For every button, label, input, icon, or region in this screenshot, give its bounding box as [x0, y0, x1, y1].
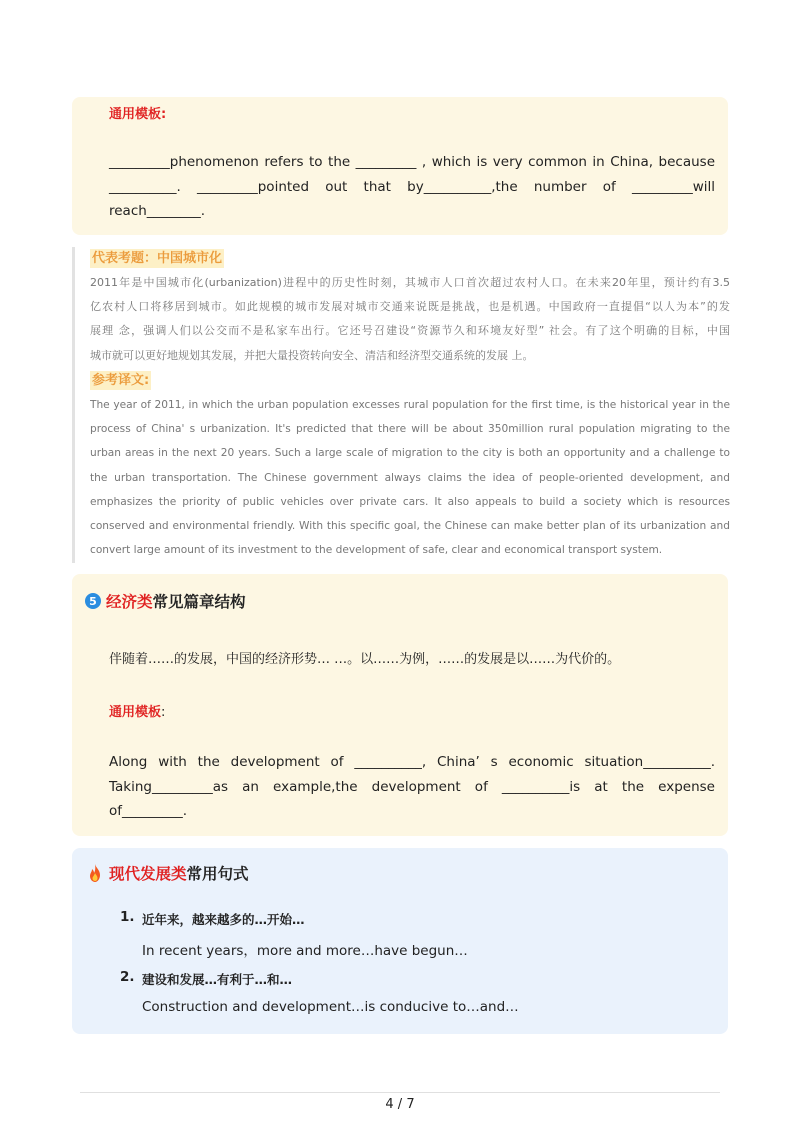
economy-section: [72, 574, 728, 836]
template-label: 通用模板: [109, 705, 162, 720]
english-translation: [90, 393, 730, 562]
heading-red: 经济类: [106, 593, 153, 611]
passage-line: 2011年是中国城市化(urbanization)进程中的历史性时刻，其城市人口首次超过农村人口。在未来20年里，预计约有3.5: [90, 276, 730, 289]
list-number: 2.: [120, 969, 135, 985]
template-label-row: [109, 701, 165, 720]
list-item-en: In recent years，more and more…have begun…: [142, 943, 468, 959]
structure-text: 伴随着……的发展，中国的经济形势… …。以……为例，……的发展是以……为代价的。: [109, 652, 621, 667]
template-line: __________. _________pointed out that by__________,the number of _________will: [109, 178, 715, 195]
heading-rest: 常见篇章结构: [152, 593, 246, 611]
list-item-cn: 近年来，越来越多的…开始…: [142, 912, 305, 927]
template-text: [109, 150, 715, 224]
heading-red: 现代发展类: [109, 865, 187, 883]
template-text: [109, 750, 715, 824]
template-label: 通用模板:: [109, 107, 167, 122]
passage-line: 亿农村人口将移居到城市。如此规模的城市发展对城市交通来说既是挑战，也是机遇。中国政府一直提倡“以人为本”的发: [90, 300, 730, 314]
list-item-en: Construction and development…is conducive to…and…: [142, 999, 519, 1015]
translation-line: the urban transportation. The Chinese government always claims the idea of people-oriented development, and: [90, 471, 730, 484]
translation-line: process of China' s urbanization. It's predicted that there will be about 350million rural population migrating to the: [90, 423, 730, 436]
chinese-passage: [90, 271, 730, 368]
footer-divider: [80, 1092, 720, 1093]
template-line: _________phenomenon refers to the _________ , which is very common in China, because: [109, 154, 715, 170]
translation-line: The year of 2011, in which the urban population excesses rural population for the first time, is the historical year in the: [90, 399, 730, 411]
translation-line: urban areas in the next 20 years. Such a large scale of migration to the city is both an opportunity and a challenge to: [90, 447, 730, 460]
translation-tag: 参考译文:: [92, 373, 150, 388]
template-line: reach________.: [109, 203, 206, 219]
template-line: Along with the development of __________, China’ s economic situation__________.: [109, 754, 715, 770]
translation-line: emphasizes the priority of public vehicles over private cars. It also appeals to build a society which is resources: [90, 495, 730, 508]
fire-icon: [85, 863, 105, 883]
template-box-urbanization: [72, 97, 728, 235]
list-item-cn: 建设和发展…有利于…和…: [142, 972, 293, 987]
translation-line: conserved and environmental friendly. With this specific goal, the Chinese can make better plan of its urbanization and: [90, 520, 730, 533]
topic-tag: 代表考题：中国城市化: [92, 251, 223, 266]
passage-line: 展理 念，强调人们以公交而不是私家车出行。它还号召建设“资源节久和环境友好型” 社会。有了这个明确的目标，中国: [90, 324, 730, 338]
modern-development-section: [72, 848, 728, 1034]
heading-rest: 常用句式: [186, 865, 249, 883]
list-number: 1.: [120, 909, 135, 925]
page-number: 4 / 7: [385, 1097, 415, 1112]
template-colon: :: [161, 705, 166, 720]
template-line: of_________.: [109, 803, 188, 819]
economy-heading: [85, 590, 246, 612]
modern-heading: [85, 862, 249, 884]
number-5-icon: 5: [85, 593, 101, 609]
passage-line: 城市就可以更好地规划其发展，并把大量投资转向安全、清洁和经济型交通系统的发展 上。: [90, 348, 534, 362]
template-line: Taking_________as an example,the development of __________is at the expense: [109, 778, 715, 795]
example-quote: [72, 247, 728, 563]
translation-line: convert large amount of its investment to the development of safe, clear and economical transport system.: [90, 544, 663, 557]
